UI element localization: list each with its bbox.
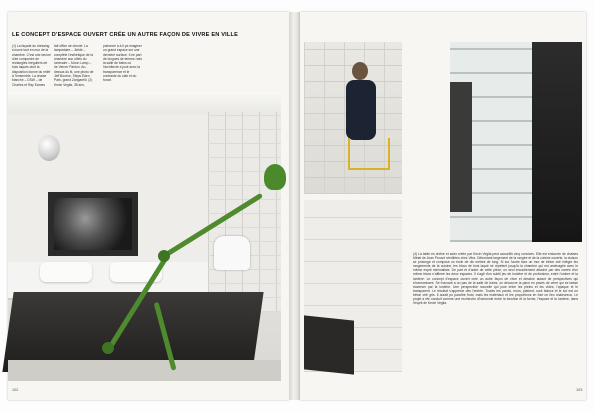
page-number-left: 102 [12,388,19,392]
gutter [289,12,300,400]
relief-wall [208,112,281,312]
pillow [40,262,92,282]
person-body [346,80,376,140]
intro-column-3: patronne à à il ya imaginer un grand espace sur une dernière surface. Il ne part de longues de termes roés la salle de bains où l'architecte a joué avec la transparence et le contraste du clair et du foncé. [103,44,143,83]
lamp-head [264,164,286,190]
yellow-chair [348,138,390,170]
blanket-corner [304,315,354,374]
portrait-photo [304,42,402,194]
page-number-right: 103 [576,388,583,392]
article-body: (4) La table en chêne et acier créée par Kevin Veglia peut accueillir cinq convives. Elle est entourée de chaises Métal de Jean Prouvé rééditées chez Vitra. Débordant largement de la rangée et de la cuisine ouverte, la cloison se prolonge et compose un écrin de dix mètres de long. Si sur l'autre face un mur de béton ciré intègre les rangements de la cuisine, les blocs de bois laqué se répètent jusqu'à la chambre qui est aménagée avec le même esprit minimaliste. De part et d'autre de cette pièce, un seul encadrement attaché par des carrés d'un même blanc n'affirme les deux espaces. Il s'agit d'un subtil jeu de lumière et de profondeur, entre l'ombre et la lumière. Le concept d'espace ouvert crée un autre façon de vivre et dessine autant de perspectives qui s'harmonisent. Se trouvant à un pas de la salle de bains, on découvre la paroi en pavés de verre qui se laisse traverser par la lumière. Une perspective nouvelle qui joue entre les pleins et les vides, l'opaque et le transparent. Le résultat s'apprécie dès l'entrée. Toutes les parois, murs, plafond, sont blancs et le sol est un béton ciré gris. Il aurait pu paraître froid, mais les matériaux et les proportions en font un lieu chaleureux. Le projet a été conduit comme une recherche d'harmonie entre la fonction et la forme, l'espace et la lumière, dans l'esprit de Kevin Veglia. [413,252,578,306]
intro-column-1: (1) La façade du dressing s'ouvre tout en mur de la chambre. C'est une œuvre d'art composée de rectangles irréguliers de bois laqués dont la disposition donne du relief à l'ensemble. La chaise blanche – DSW – de Charles et Ray Eames [12,44,51,87]
article-headline: LE CONCEPT D'ESPACE OUVERT CRÉE UN AUTRE FAÇON DE VIVRE EN VILLE [12,32,239,38]
shower-photo [532,42,582,242]
ceiling [8,92,281,114]
person-head [352,62,368,80]
moon-lamp [38,135,60,161]
lamp-joint [102,342,114,354]
white-chair [214,236,250,270]
wall-photograph [48,192,138,256]
lamp-joint [158,250,170,262]
photo-print [54,198,132,250]
floor [8,360,281,381]
intro-column-2: fait office de chevet. La lampadaire – Jieldé – complète l'esthétique de la chambre aux côtés du luminaire – Moon Lamp – de Verner Panton. Au-dessus du lit, une photo de Jeff Bourne, Steps Eden Park, grand Zangarelli. (2) Kevin Veglia, 38 ans, [54,44,94,87]
bathroom-shelves [450,82,472,212]
